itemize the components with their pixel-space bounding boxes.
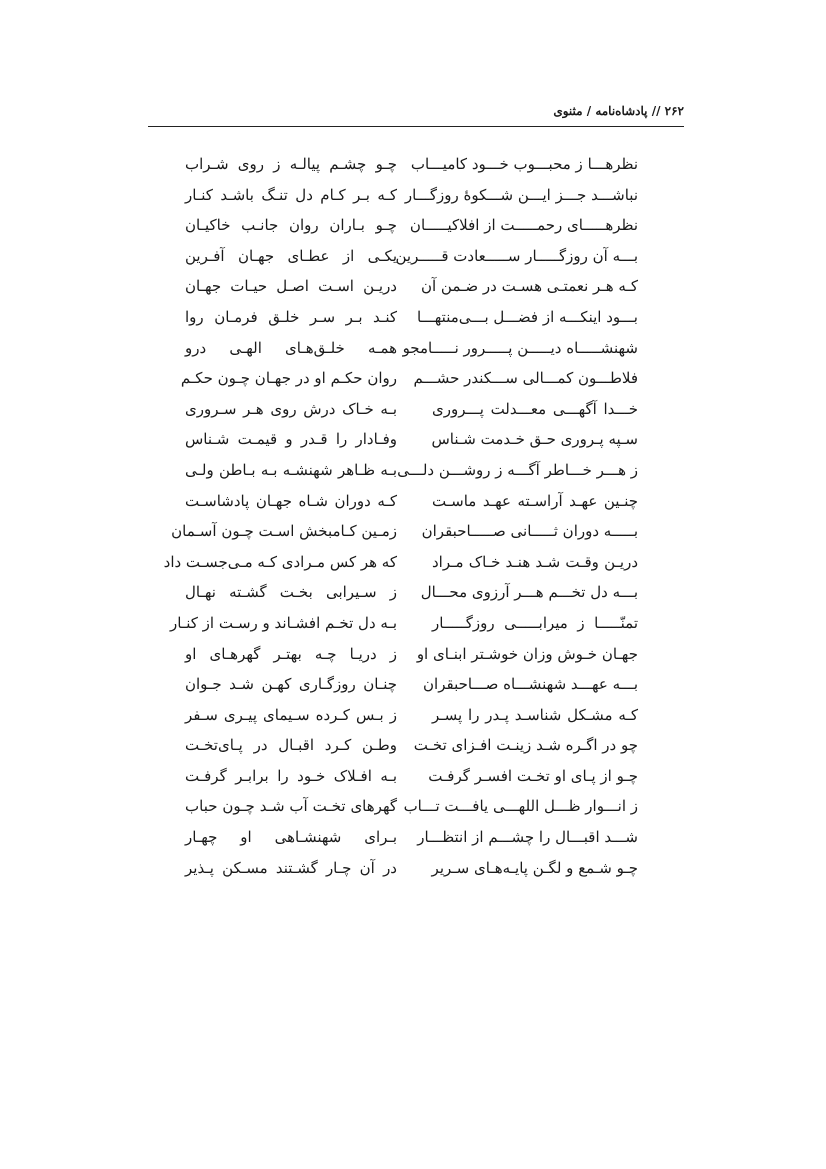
verse-line: ز دریـا چـه بهتـر گهرهـای او bbox=[185, 644, 397, 663]
verse-line: ز هـــر خـــاطر آگـــه ز روشـــن دلـــی bbox=[397, 460, 638, 479]
verse-line: دریـن اسـت اصـل حیـات جهـان bbox=[185, 277, 397, 296]
verse-line: کـه دوران شـاه جهـان پادشاسـت bbox=[185, 491, 397, 510]
verse-line: وفـادار را قـدر و قیمـت شـناس bbox=[185, 430, 397, 449]
verse-line: زمـین کـامبخش اسـت چـون آسـمان bbox=[171, 522, 397, 541]
verse-line: شـــد اقبـــال را چشـــم از انتظـــار bbox=[417, 828, 638, 847]
verse-line: کـه مشـکل شناسـد پـدر را پسـر bbox=[432, 705, 638, 724]
page-number: ۲۶۲ bbox=[664, 104, 684, 118]
page-header bbox=[148, 104, 684, 126]
verse-line: کـه بـر کـام دل تنـگ باشـد کنـار bbox=[185, 185, 397, 204]
verse-line: کنـد بـر سـر خلـق فرمـان روا bbox=[185, 307, 397, 326]
verse-line: چـو شـمع و لگـن پایـه‌هـای سـریر bbox=[431, 858, 638, 877]
verse-line: سـپه پـروری حـق خـدمت شـناس bbox=[431, 430, 638, 449]
verse-line: شهنشـــــاه دیـــــن پـــــرور نـــــامجو bbox=[402, 338, 638, 357]
verse-line: که هر کس مـرادی کـه مـی‌جسـت داد bbox=[163, 552, 397, 571]
header-separator: // bbox=[651, 104, 661, 118]
verse-line: ز انـــوار ظـــل اللهـــی یافـــت تـــاب bbox=[403, 797, 638, 816]
verse-line: گهرهای تخـت آب شـد چـون حباب bbox=[185, 797, 397, 816]
poem-column-right bbox=[395, 149, 638, 883]
verse-line: نظرهـــا ز محبـــوب خـــود کامیـــاب bbox=[410, 155, 638, 173]
verse-line: همـه خلـق‌هـای الهـی درو bbox=[185, 338, 397, 357]
verse-line: یکـی از عطـای جهـان آفـرین bbox=[185, 246, 397, 265]
verse-line: بـه ظـاهر شهنشـه بـه بـاطن ولـی bbox=[185, 460, 397, 479]
verse-line: نظرهـــــای رحمـــــت از افلاکیـــــان bbox=[409, 216, 638, 235]
verse-line: بـه خـاک درش روی هـر سـروری bbox=[185, 399, 397, 418]
verse-line: ز سـیرابی بخـت گشـته نهـال bbox=[185, 583, 397, 602]
verse-line: جهـان خـوش وزان خوشـتر ابنـای او bbox=[416, 644, 638, 663]
verse-line: در آن چـار گشـتند مسـکن پـذیر bbox=[185, 858, 397, 877]
verse-line: ز بـس کـرده سـیمای پیـری سـفر bbox=[185, 705, 397, 724]
verse-line: تمنّـــــا ز میرابـــــی روزگـــــار bbox=[432, 613, 638, 632]
book-title: پادشاه‌نامه / مثنوی bbox=[553, 104, 648, 118]
verse-line: چو در اگـره شـد زینـت افـزای تخـت bbox=[413, 736, 638, 755]
verse-line: بـه دل تخـم افشـاند و رسـت از کنـار bbox=[170, 613, 397, 632]
verse-line: وطـن کـرد اقبـال در پـای‌تخـت bbox=[185, 736, 397, 755]
verse-line: چنـین عهـد آراسـته عهـد ماسـت bbox=[432, 491, 638, 510]
verse-line: چـو بـاران روان جانـب خاکیـان bbox=[185, 216, 397, 235]
verse-line: بـــه آن روزگـــــار ســـــعادت قـــــرین bbox=[395, 246, 638, 265]
verse-line: روان حکـم او در جهـان چـون حکـم bbox=[180, 369, 397, 388]
verse-line: بـــود اینکـــه از فضـــل بـــی‌منتهـــا bbox=[417, 307, 638, 326]
verse-line: خـــدا آگهـــی معـــدلت پـــروری bbox=[432, 399, 638, 418]
verse-line: بـــه عهـــد شهنشـــاه صـــاحبقران bbox=[423, 675, 638, 694]
verse-line: فلاطـــون کمـــالی ســـکندر حشـــم bbox=[413, 369, 638, 388]
verse-line: بـــه دل تخـــم هـــر آرزوی محـــال bbox=[420, 583, 638, 602]
poem-column-left bbox=[163, 149, 397, 883]
verse-line: چـو از پـای او تخـت افسـر گرفـت bbox=[428, 766, 638, 785]
verse-line: چنـان روزگـاری کهـن شـد جـوان bbox=[185, 675, 397, 694]
verse-line: دریـن وقـت شـد هنـد خـاک مـراد bbox=[432, 552, 638, 571]
verse-line: نباشـــد جـــز ایـــن شـــکوهٔ روزگـــار bbox=[404, 185, 638, 204]
verse-line: بـه افـلاک خـود را برابـر گرفـت bbox=[185, 766, 397, 785]
header-divider bbox=[148, 126, 684, 127]
verse-line: بـــــه دوران ثـــــانی صـــــاحبقران bbox=[421, 522, 638, 541]
verse-line: کـه هـر نعمتـی هسـت در ضـمن آن bbox=[420, 277, 638, 296]
verse-line: چـو چشـم پیالـه ز روی شـراب bbox=[185, 155, 397, 173]
verse-line: بـرای شهنشـاهی او چهـار bbox=[185, 828, 397, 847]
